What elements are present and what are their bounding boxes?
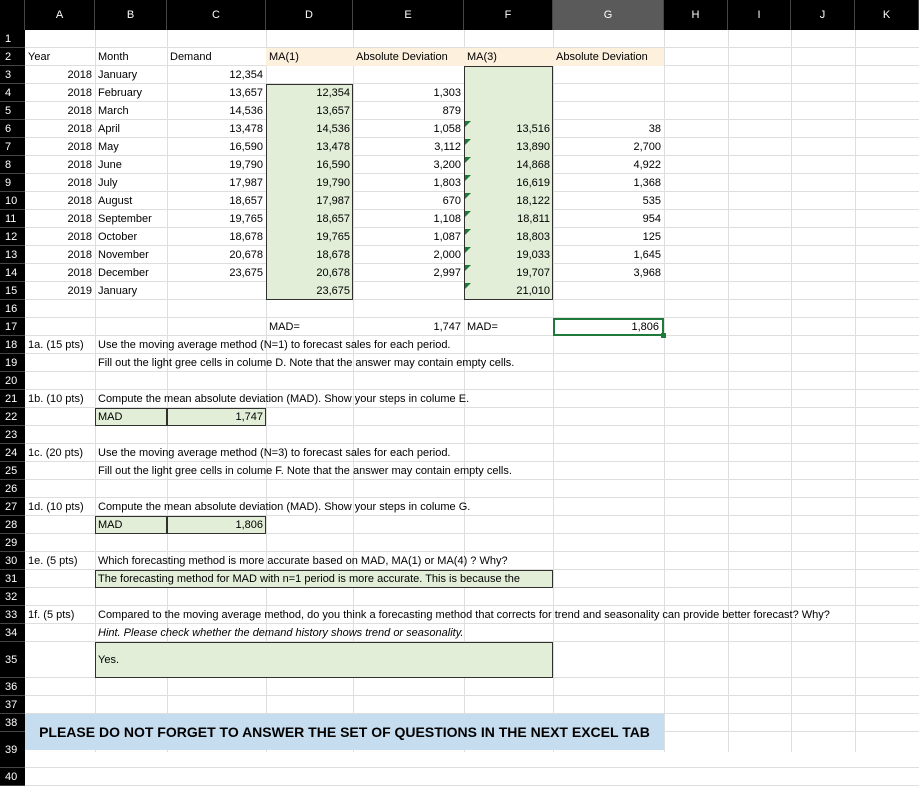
row-header-38[interactable]: 38 (0, 714, 25, 732)
formula-warning-icon (465, 193, 471, 199)
mad1-label: MAD= (269, 321, 300, 333)
row-header-16[interactable]: 16 (0, 300, 25, 318)
next-tab-banner: PLEASE DO NOT FORGET TO ANSWER THE SET OF QUESTIONS IN THE NEXT EXCEL TAB (25, 714, 664, 750)
cell-year: 2018 (67, 249, 92, 261)
cell-demand: 18,678 (229, 231, 263, 243)
row-header-39[interactable]: 39 (0, 732, 25, 768)
cell-ad3[interactable]: 2,700 (633, 141, 661, 153)
row-header-23[interactable]: 23 (0, 426, 25, 444)
cell-ad1[interactable]: 1,108 (433, 213, 461, 225)
q1c-text-2: Fill out the light gree cells in colume F. Note that the answer may contain empty cells. (98, 465, 512, 477)
q1a-label: 1a. (15 pts) (28, 339, 84, 351)
row-header-14[interactable]: 14 (0, 264, 25, 282)
mad3-label: MAD= (467, 321, 498, 333)
cell-ma1[interactable]: 14,536 (316, 123, 350, 135)
cell-year: 2018 (67, 141, 92, 153)
cell-ad1[interactable] (353, 66, 464, 84)
cell-month: September (98, 213, 152, 225)
mad1-value[interactable]: 1,747 (433, 321, 461, 333)
q1f-hint: Hint. Please check whether the demand history shows trend or seasonality. (98, 627, 464, 639)
cell-ma1[interactable]: 17,987 (316, 195, 350, 207)
q1a-text-2: Fill out the light gree cells in colume D. Note that the answer may contain empty cells. (98, 357, 515, 369)
row-header-15[interactable]: 15 (0, 282, 25, 300)
cell-ma3[interactable]: 14,868 (516, 159, 550, 171)
cell-year: 2018 (67, 105, 92, 117)
cell-ma1[interactable]: 23,675 (316, 285, 350, 297)
formula-warning-icon (465, 247, 471, 253)
cell-ma1[interactable]: 19,765 (316, 231, 350, 243)
cell-ma3[interactable]: 19,707 (516, 267, 550, 279)
cell-ma3[interactable]: 13,890 (516, 141, 550, 153)
row-header-29[interactable]: 29 (0, 534, 25, 552)
row-header-30[interactable]: 30 (0, 552, 25, 570)
cell-ma3[interactable]: 18,803 (516, 231, 550, 243)
cell-ad3[interactable]: 38 (648, 123, 661, 135)
col-header-a[interactable]: A (25, 0, 95, 30)
q1f-label: 1f. (5 pts) (28, 609, 75, 621)
q1e-text: Which forecasting method is more accurate based on MAD, MA(1) or MA(4) ? Why? (98, 555, 508, 567)
row-header-5[interactable]: 5 (0, 102, 25, 120)
col-header-f[interactable]: F (464, 0, 553, 30)
cell-month: August (98, 195, 133, 207)
cell-ad3[interactable]: 954 (642, 213, 661, 225)
row-header-24[interactable]: 24 (0, 444, 25, 462)
row-header-32[interactable]: 32 (0, 588, 25, 606)
cell-demand (167, 282, 266, 300)
cell-ad3[interactable] (553, 84, 664, 102)
cell-month: May (98, 141, 119, 153)
cell-year: 2018 (67, 69, 92, 81)
cell-ma1[interactable]: 19,790 (316, 177, 350, 189)
row-header-22[interactable]: 22 (0, 408, 25, 426)
row-header-25[interactable]: 25 (0, 462, 25, 480)
cell-demand: 13,657 (229, 87, 263, 99)
cell-month: January (98, 69, 138, 81)
q1b-label: 1b. (10 pts) (28, 393, 84, 405)
row-header-18[interactable]: 18 (0, 336, 25, 354)
cell-ma1[interactable]: 13,478 (316, 141, 350, 153)
header-absdev3: Absolute Deviation (553, 48, 664, 66)
cell-year: 2018 (67, 195, 92, 207)
formula-warning-icon (465, 211, 471, 217)
row-header-19[interactable]: 19 (0, 354, 25, 372)
cell-month: March (98, 105, 129, 117)
cell-demand: 19,765 (229, 213, 263, 225)
q1f-text: Compared to the moving average method, do you think a forecasting method that corrects for trend and seasonality can provide better forecast? Why? (98, 609, 830, 621)
col-header-k[interactable]: K (855, 0, 919, 30)
header-demand: Demand (170, 51, 212, 63)
cell-ma1[interactable]: 12,354 (316, 87, 350, 99)
cell-ad3[interactable]: 535 (642, 195, 661, 207)
cell-ma3[interactable]: 13,516 (516, 123, 550, 135)
q1e-answer[interactable]: The forecasting method for MAD with n=1 period is more accurate. This is because the (98, 573, 520, 585)
cell-ma1[interactable]: 16,590 (316, 159, 350, 171)
q1b-text: Compute the mean absolute deviation (MAD). Show your steps in colume E. (98, 393, 470, 405)
row-header-40[interactable]: 40 (0, 768, 25, 786)
cell-ad3[interactable]: 125 (642, 231, 661, 243)
cell-ad1[interactable]: 2,997 (433, 267, 461, 279)
cell-ad1[interactable]: 1,058 (433, 123, 461, 135)
cell-demand: 20,678 (229, 249, 263, 261)
col-header-e[interactable]: E (353, 0, 464, 30)
row-header-4[interactable]: 4 (0, 84, 25, 102)
header-year: Year (28, 51, 51, 63)
formula-warning-icon (465, 121, 471, 127)
cell-demand: 13,478 (229, 123, 263, 135)
cell-ma3[interactable]: 18,811 (517, 213, 550, 225)
cell-ma3[interactable] (464, 66, 553, 84)
cell-year: 2018 (67, 213, 92, 225)
cell-month: June (98, 159, 122, 171)
q1c-label: 1c. (20 pts) (28, 447, 84, 459)
formula-warning-icon (465, 139, 471, 145)
cell-ad3[interactable]: 1,368 (633, 177, 661, 189)
row-header-17[interactable]: 17 (0, 318, 25, 336)
row-header-9[interactable]: 9 (0, 174, 25, 192)
cell-ad3[interactable] (553, 66, 664, 84)
cell-month: January (98, 285, 138, 297)
cell-month: July (98, 177, 118, 189)
cell-year: 2018 (67, 123, 92, 135)
cell-ma3[interactable]: 16,619 (516, 177, 550, 189)
cell-ma3[interactable] (464, 84, 553, 102)
cell-ad1[interactable]: 670 (442, 195, 461, 207)
header-month: Month (98, 51, 129, 63)
cell-ad3[interactable]: 1,645 (633, 249, 661, 261)
cell-ma3[interactable]: 18,122 (516, 195, 550, 207)
cell-year: 2018 (67, 267, 92, 279)
cell-demand: 23,675 (229, 267, 263, 279)
cell-ma1[interactable]: 20,678 (316, 267, 350, 279)
col-header-b[interactable]: B (95, 0, 167, 30)
row-header-7[interactable]: 7 (0, 138, 25, 156)
cell-ma1[interactable]: 18,657 (316, 213, 350, 225)
cell-ad1[interactable]: 2,000 (433, 249, 461, 261)
row-header-2[interactable]: 2 (0, 48, 25, 66)
row-header-3[interactable]: 3 (0, 66, 25, 84)
corner-select-all[interactable] (0, 0, 25, 30)
cell-ma1[interactable] (266, 66, 353, 84)
cell-ma1[interactable]: 13,657 (316, 105, 350, 117)
q1e-label: 1e. (5 pts) (28, 555, 78, 567)
cell-demand: 14,536 (229, 105, 263, 117)
cell-ad3[interactable] (553, 282, 664, 300)
cell-year: 2018 (67, 231, 92, 243)
row-header-26[interactable]: 26 (0, 480, 25, 498)
row-header-10[interactable]: 10 (0, 192, 25, 210)
formula-warning-icon (465, 229, 471, 235)
row-header-21[interactable]: 21 (0, 390, 25, 408)
cell-ad1[interactable]: 1,087 (433, 231, 461, 243)
formula-warning-icon (465, 283, 471, 289)
row-header-28[interactable]: 28 (0, 516, 25, 534)
cell-month: February (98, 87, 143, 99)
col-header-d[interactable]: D (266, 0, 353, 30)
q1d-mad-label: MAD (98, 519, 123, 531)
row-header-31[interactable]: 31 (0, 570, 25, 588)
cell-ma1[interactable]: 18,678 (316, 249, 350, 261)
header-ma3: MA(3) (464, 48, 553, 66)
q1b-mad-label: MAD (98, 411, 123, 423)
cell-month: October (98, 231, 138, 243)
cell-ad1[interactable] (353, 282, 464, 300)
cell-month: April (98, 123, 121, 135)
cell-month: December (98, 267, 149, 279)
header-absdev1: Absolute Deviation (353, 48, 464, 66)
q1d-text: Compute the mean absolute deviation (MAD). Show your steps in colume G. (98, 501, 471, 513)
q1c-text: Use the moving average method (N=3) to forecast sales for each period. (98, 447, 451, 459)
header-ma1: MA(1) (266, 48, 353, 66)
col-header-j[interactable]: J (791, 0, 855, 30)
cell-demand: 18,657 (229, 195, 263, 207)
q1f-answer[interactable]: Yes. (98, 654, 120, 666)
row-header-1[interactable]: 1 (0, 30, 25, 48)
cell-ma3[interactable]: 19,033 (516, 249, 550, 261)
cell-demand: 19,790 (229, 159, 263, 171)
row-header-35[interactable]: 35 (0, 642, 25, 678)
q1b-mad-value[interactable]: 1,747 (235, 411, 263, 423)
cell-ad3[interactable]: 4,922 (633, 159, 661, 171)
fill-handle[interactable] (661, 333, 666, 338)
row-header-34[interactable]: 34 (0, 624, 25, 642)
cell-year: 2018 (67, 87, 92, 99)
row-header-8[interactable]: 8 (0, 156, 25, 174)
cell-ad3[interactable]: 3,968 (633, 267, 661, 279)
cell-ma3[interactable] (464, 102, 553, 120)
col-header-c[interactable]: C (167, 0, 266, 30)
cell-year: 2019 (67, 285, 92, 297)
cell-year: 2018 (67, 159, 92, 171)
row-header-20[interactable]: 20 (0, 372, 25, 390)
cell-ma3[interactable]: 21,010 (516, 285, 550, 297)
q1d-mad-value[interactable]: 1,806 (235, 519, 263, 531)
cell-ad3[interactable] (553, 102, 664, 120)
cell-demand: 12,354 (229, 69, 263, 81)
col-header-i[interactable]: I (728, 0, 791, 30)
row-header-37[interactable]: 37 (0, 696, 25, 714)
row-header-6[interactable]: 6 (0, 120, 25, 138)
cell-demand: 17,987 (229, 177, 263, 189)
row-header-13[interactable]: 13 (0, 246, 25, 264)
cell-ad1[interactable]: 1,803 (433, 177, 461, 189)
q1d-label: 1d. (10 pts) (28, 501, 84, 513)
row-header-36[interactable]: 36 (0, 678, 25, 696)
q1a-text: Use the moving average method (N=1) to forecast sales for each period. (98, 339, 451, 351)
col-header-h[interactable]: H (664, 0, 728, 30)
cell-year: 2018 (67, 177, 92, 189)
row-header-33[interactable]: 33 (0, 606, 25, 624)
cell-ad1[interactable]: 879 (442, 105, 461, 117)
formula-warning-icon (465, 175, 471, 181)
cell-ad1[interactable]: 3,200 (433, 159, 461, 171)
row-header-12[interactable]: 12 (0, 228, 25, 246)
cell-ad1[interactable]: 1,303 (433, 87, 461, 99)
mad3-value-selected-cell[interactable]: 1,806 (553, 318, 664, 336)
formula-warning-icon (465, 265, 471, 271)
row-header-11[interactable]: 11 (0, 210, 25, 228)
cell-ad1[interactable]: 3,112 (434, 141, 461, 153)
cell-month: November (98, 249, 149, 261)
cell-demand: 16,590 (229, 141, 263, 153)
formula-warning-icon (465, 157, 471, 163)
row-header-27[interactable]: 27 (0, 498, 25, 516)
col-header-g[interactable]: G (553, 0, 664, 30)
